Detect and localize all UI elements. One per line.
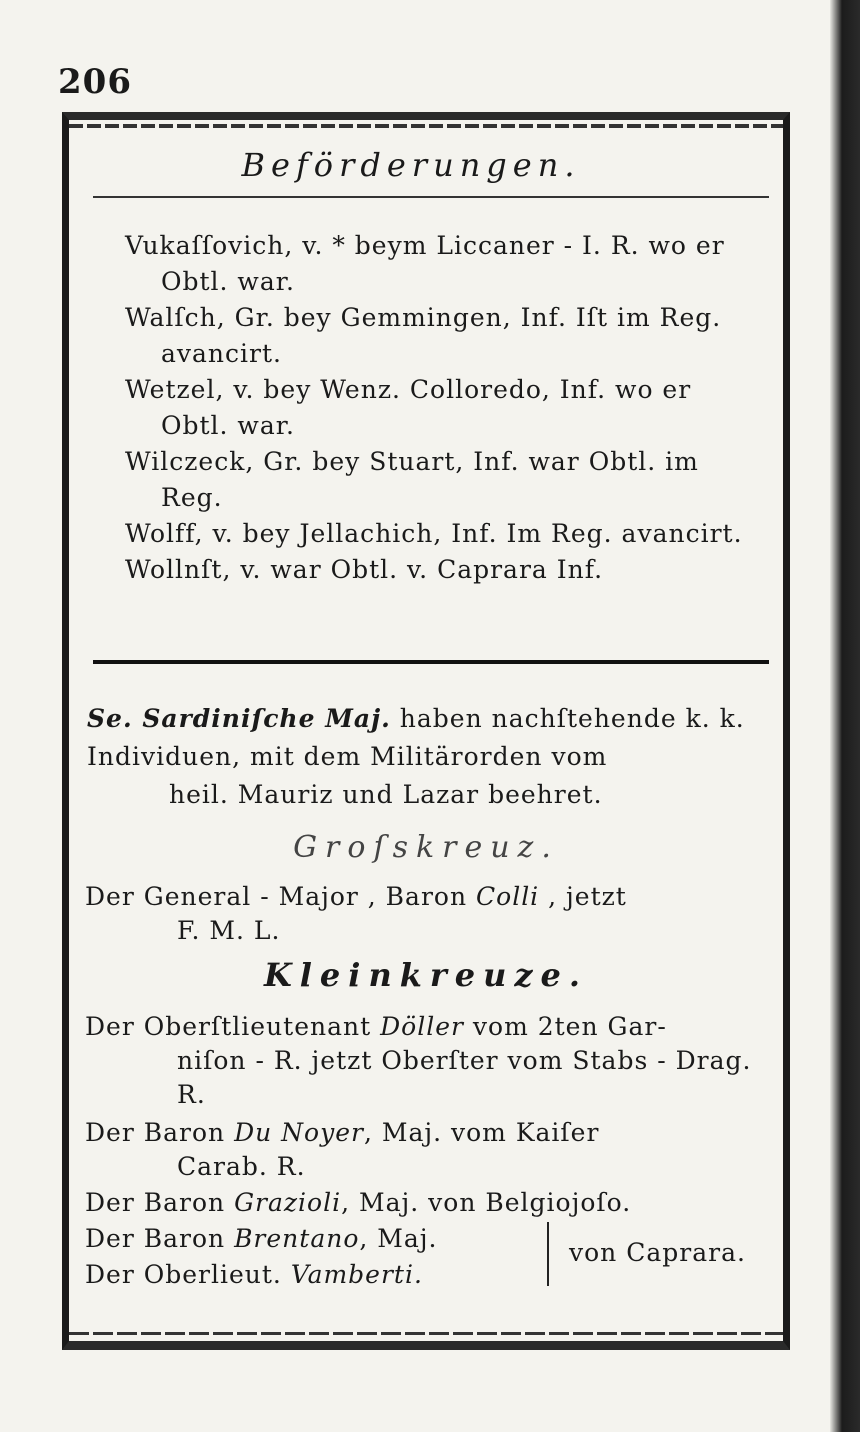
heading-grosskreuz: Groſskreuz. — [293, 830, 559, 865]
award-suffix: , jetzt — [539, 882, 627, 911]
promotion-list — [69, 228, 783, 588]
section-divider — [93, 660, 769, 664]
award-suffix: , Maj. von Belgiojoſo. — [341, 1188, 632, 1217]
award-entry — [85, 1010, 773, 1112]
award-entry — [85, 880, 773, 948]
award-prefix: Der Oberſtlieutenant — [85, 1012, 381, 1041]
award-name: Du Noyer — [234, 1118, 364, 1147]
order-notice — [87, 700, 769, 814]
page-frame — [62, 112, 790, 1350]
award-prefix: Der Baron — [85, 1188, 235, 1217]
list-item: Vukaſſovich, v. * beym Liccaner - I. R. wo er Obtl. war. — [125, 231, 725, 296]
award-prefix: Der General - Major , Baron — [85, 882, 477, 911]
award-name: Vamberti. — [290, 1260, 423, 1289]
award-suffix: , Maj. vom Kaiſer — [363, 1118, 600, 1147]
award-continuation: F. M. L. — [177, 916, 281, 945]
notice-text — [87, 700, 769, 776]
list-item: Walſch, Gr. bey Gemmingen, Inf. Iſt im Reg. avancirt. — [125, 303, 722, 368]
award-prefix: Der Baron — [85, 1118, 235, 1147]
award-prefix: Der Baron — [85, 1224, 235, 1253]
list-item: Wollnſt, v. war Obtl. v. Caprara Inf. — [125, 555, 604, 584]
list-item: Wilczeck, Gr. bey Stuart, Inf. war Obtl. im Reg. — [125, 447, 699, 512]
page-number: 206 — [58, 62, 132, 102]
group-label: von Caprara. — [569, 1238, 746, 1267]
group-brace — [547, 1222, 559, 1286]
award-name: Döller — [380, 1012, 464, 1041]
page-edge — [830, 0, 860, 1432]
section-title-befoerderungen: Beförderungen. — [241, 146, 581, 184]
sovereign-name: Se. Sardiniſche Maj. — [87, 704, 391, 733]
award-entry — [85, 1186, 773, 1220]
notice-end: heil. Mauriz und Lazar beehret. — [169, 780, 603, 809]
award-prefix: Der Oberlieut. — [85, 1260, 291, 1289]
award-continuation: niſon - R. jetzt Oberſter vom Stabs - Drag. R. — [177, 1046, 752, 1109]
award-suffix: , Maj. — [359, 1224, 438, 1253]
award-entry — [85, 1116, 773, 1184]
award-suffix: vom 2ten Gar- — [463, 1012, 667, 1041]
notice-body: haben nachſtehende k. k. Individuen, mit dem Militärorden vom — [87, 704, 745, 771]
award-continuation: Carab. R. — [177, 1152, 306, 1181]
title-rule — [93, 196, 769, 198]
award-name: Grazioli — [234, 1188, 342, 1217]
heading-kleinkreuze: Kleinkreuze. — [263, 956, 589, 994]
award-name: Brentano — [234, 1224, 360, 1253]
list-item: Wolff, v. bey Jellachich, Inf. Im Reg. avancirt. — [125, 519, 743, 548]
award-name: Colli — [476, 882, 540, 911]
list-item: Wetzel, v. bey Wenz. Colloredo, Inf. wo er Obtl. war. — [125, 375, 692, 440]
